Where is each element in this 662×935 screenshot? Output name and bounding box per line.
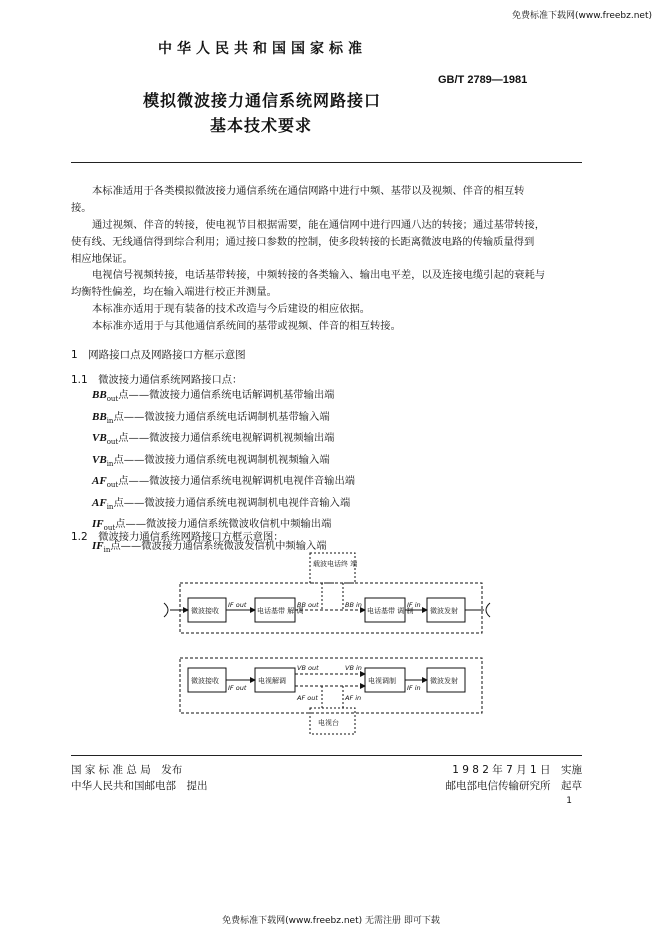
interface-point-item: $VB_{out}$点——微波接力通信系统电视解调机视频输出端 <box>92 432 335 447</box>
phone-terminal-label: 载波电话终 端 <box>313 560 358 568</box>
interface-point-item: $IF_{in}$点——微波接力通信系统微波发信机中频输入端 <box>92 539 327 554</box>
section-1-2: 1.2 微波接力通信系统网路接口方框示意图： <box>71 531 284 543</box>
section-1-1: 1.1 微波接力通信系统网路接口点： <box>71 374 243 386</box>
title-divider <box>71 162 582 163</box>
interface-block-diagram <box>160 548 500 743</box>
interface-point-item: $BB_{in}$点——微波接力通信系统电话调制机基带输入端 <box>92 410 330 425</box>
watermark-top: 免费标准下载网(www.freebz.net) <box>512 11 652 21</box>
interface-point-item: $VB_{in}$点——微波接力通信系统电视调制机视频输入端 <box>92 453 330 468</box>
tx1-label: 微波发射 <box>430 607 458 615</box>
section-1-heading: 1 网路接口点及网路接口方框示意图 <box>71 349 246 361</box>
phone-demod-label: 电话基带 解 调 <box>257 607 304 615</box>
af-in-label: AF in <box>345 694 362 702</box>
bb-out-label: BB out <box>297 601 319 609</box>
vb-in-label: VB in <box>345 664 362 672</box>
interface-point-item: $AF_{in}$点——微波接力通信系统电视调制机电视伴音输入端 <box>92 496 351 511</box>
if-in-2-label: IF in <box>407 684 421 692</box>
title-line-1: 模拟微波接力通信系统网路接口 <box>143 91 382 110</box>
paragraph-retrofit: 本标准亦适用于现有装备的技术改造与今后建设的相应依据。 <box>92 303 371 315</box>
tv-station-label: 电视台 <box>318 719 339 727</box>
interface-point-item: $BB_{out}$点——微波接力通信系统电话解调机基带输出端 <box>92 389 335 404</box>
antenna-right-icon <box>486 603 490 617</box>
footer-issuer: 国 家 标 准 总 局 发布 <box>71 764 183 776</box>
interface-point-item: $IF_{out}$点——微波接力通信系统微波收信机中频输出端 <box>92 518 332 533</box>
phone-terminal-box <box>310 553 358 583</box>
bb-in-label: BB in <box>345 601 362 609</box>
paragraph-other-systems: 本标准亦适用于与其他通信系统间的基带或视频、伴音的相互转接。 <box>92 320 401 332</box>
vb-out-label: VB out <box>297 664 319 672</box>
organization-header: 中华人民共和国国家标准 <box>158 41 367 57</box>
footer-drafter: 邮电部电信传输研究所 起草 <box>445 780 582 792</box>
tx2-label: 微波发射 <box>430 677 458 685</box>
tv-demod-label: 电视解调 <box>258 677 286 685</box>
standard-number: GB/T 2789—1981 <box>438 74 528 86</box>
watermark-bottom: 免费标准下载网(www.freebz.net) 无需注册 即可下载 <box>222 916 440 926</box>
interface-point-item: $AF_{out}$点——微波接力通信系统电视解调机电视伴音输出端 <box>92 475 356 490</box>
paragraph-correction: 电视信号视频转接，电话基带转接，中频转接的各类输入、输出电平差，以及连接电缆引起的衰耗与 均衡特性偏差，均在输入端进行校正并测量。 <box>71 269 546 298</box>
paragraph-scope: 本标准适用于各类模拟微波接力通信系统在通信网路中进行中频、基带以及视频、伴音的相互转 接。 <box>71 185 525 214</box>
if-out-1-label: IF out <box>228 601 247 609</box>
rx1-label: 微波接收 <box>191 607 219 615</box>
footer-proposer: 中华人民共和国邮电部 提出 <box>71 780 208 792</box>
antenna-left-icon <box>164 603 168 617</box>
tv-mod-label: 电视调制 <box>368 677 396 685</box>
if-out-2-label: IF out <box>228 684 247 692</box>
af-out-label: AF out <box>297 694 318 702</box>
phone-mod-label: 电话基带 调 制 <box>367 607 414 615</box>
footer-date: 1 9 8 2 年 7 月 1 日 实施 <box>452 764 582 776</box>
paragraph-purpose: 通过视频、伴音的转接，使电视节目根据需要，能在通信网中进行四通八达的转接；通过基带转接， 使有线、无线通信得到综合利用；通过接口参数的控制，使多段转接的长距离微波电路的传输质量得到 相应地保证。 <box>71 219 546 265</box>
if-in-1-label: IF in <box>407 601 421 609</box>
footer-divider <box>71 755 582 756</box>
page-number: 1 <box>566 796 572 806</box>
title-line-2: 基本技术要求 <box>210 116 313 135</box>
rx2-label: 微波接收 <box>191 677 219 685</box>
